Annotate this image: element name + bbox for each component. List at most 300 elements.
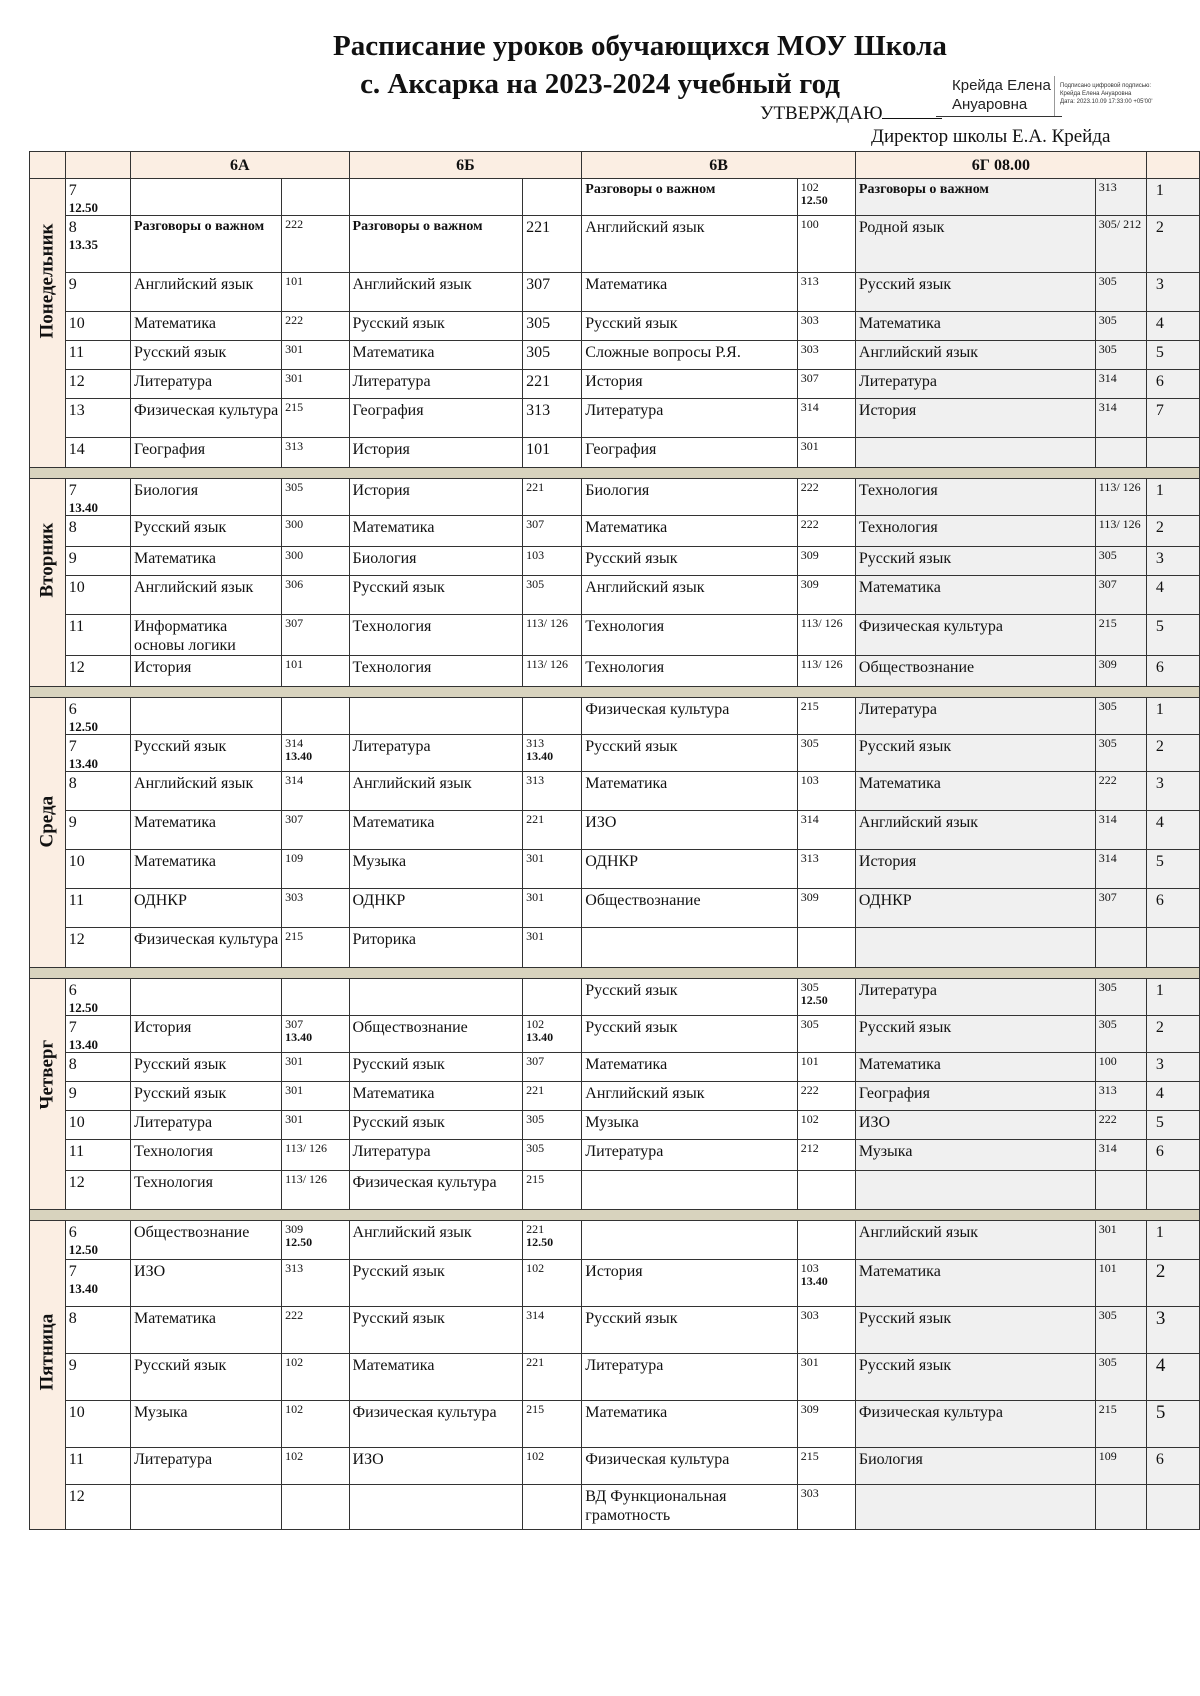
room-number: 102 xyxy=(526,1017,545,1031)
subject-name: Русский язык xyxy=(858,276,952,293)
subject-cell xyxy=(131,698,282,735)
subject-cell xyxy=(582,928,797,968)
room-cell xyxy=(1095,1307,1146,1354)
subject-cell xyxy=(131,547,282,576)
subject-cell xyxy=(855,1448,1095,1485)
subject-name: Русский язык xyxy=(352,579,445,596)
room-cell xyxy=(282,1401,349,1448)
subject-cell xyxy=(582,1354,797,1401)
lesson-number: 9 xyxy=(68,276,77,293)
room-cell xyxy=(523,1485,582,1530)
subject-cell xyxy=(349,811,523,850)
room-cell xyxy=(523,1221,582,1260)
subject-cell xyxy=(855,1307,1095,1354)
lesson-number-cell xyxy=(65,216,130,273)
approve-line xyxy=(882,102,942,119)
subject-cell xyxy=(349,1448,523,1485)
subject-name: Физическая культура xyxy=(134,402,279,419)
row-index-cell xyxy=(1146,273,1199,312)
subject-cell xyxy=(349,1221,523,1260)
subject-name: Технология xyxy=(585,659,665,676)
row-index: 1 xyxy=(1155,1224,1164,1241)
subject-name: Математика xyxy=(585,1404,668,1421)
room-cell xyxy=(523,312,582,341)
lesson-number-cell xyxy=(65,399,130,438)
schedule-row xyxy=(30,979,1200,1016)
room-cell xyxy=(797,1082,855,1111)
lesson-time: 13.40 xyxy=(68,1281,98,1296)
subject-cell xyxy=(582,216,797,273)
room-number: 309 xyxy=(285,1222,304,1236)
subject-cell xyxy=(131,273,282,312)
subject-name: Русский язык xyxy=(585,550,678,567)
lesson-number-cell xyxy=(65,615,130,656)
subject-name: Литература xyxy=(585,402,664,419)
subject-cell xyxy=(131,312,282,341)
day-cell xyxy=(30,179,66,468)
subject-cell xyxy=(582,1016,797,1053)
room-cell xyxy=(282,698,349,735)
subject-name: Музыка xyxy=(858,1143,913,1160)
room-cell xyxy=(1095,1485,1146,1530)
subject-cell xyxy=(855,811,1095,850)
subject-name: Технология xyxy=(352,618,432,635)
lesson-number-cell xyxy=(65,928,130,968)
room-number: 300 xyxy=(285,548,304,562)
subject-name: Русский язык xyxy=(134,1085,227,1102)
day-cell xyxy=(30,979,66,1210)
subject-name: Физическая культура xyxy=(858,618,1004,635)
subject-cell xyxy=(131,1171,282,1210)
subject-cell xyxy=(131,1485,282,1530)
schedule-row xyxy=(30,1082,1200,1111)
room-cell xyxy=(797,216,855,273)
room-cell xyxy=(282,1307,349,1354)
room-number: 215 xyxy=(285,929,304,943)
room-number: 307 xyxy=(285,812,304,826)
day-separator xyxy=(30,687,1200,698)
room-number: 221 xyxy=(526,219,551,236)
schedule-row xyxy=(30,547,1200,576)
subject-name: Русский язык xyxy=(858,1310,952,1327)
separator-cell xyxy=(30,968,1200,979)
lesson-number: 7 xyxy=(68,1263,77,1280)
room-number: 307 xyxy=(526,276,551,293)
row-index-cell xyxy=(1146,1485,1199,1530)
room-cell xyxy=(523,479,582,516)
room-cell xyxy=(523,735,582,772)
room-cell xyxy=(282,516,349,547)
subject-name: Английский язык xyxy=(352,775,472,792)
room-cell xyxy=(282,1171,349,1210)
room-number: 314 xyxy=(800,400,819,414)
room-number: 307 xyxy=(285,616,304,630)
lesson-number: 8 xyxy=(68,1310,77,1327)
room-number: 309 xyxy=(800,548,819,562)
room-number: 215 xyxy=(285,400,304,414)
subject-name: Сложные вопросы Р.Я. xyxy=(585,344,741,361)
schedule-row xyxy=(30,341,1200,370)
lesson-number-cell xyxy=(65,547,130,576)
schedule-row xyxy=(30,312,1200,341)
subject-cell xyxy=(349,1485,523,1530)
row-index-cell xyxy=(1146,438,1199,468)
subject-cell xyxy=(855,1171,1095,1210)
title-line-2: с. Аксарка на 2023-2024 учебный год xyxy=(360,68,840,100)
room-number: 307 xyxy=(526,517,545,531)
schedule-row xyxy=(30,850,1200,889)
room-cell xyxy=(523,698,582,735)
schedule-row xyxy=(30,273,1200,312)
room-number: 307 xyxy=(526,1054,545,1068)
subject-cell xyxy=(582,698,797,735)
room-cell xyxy=(523,516,582,547)
room-cell xyxy=(282,216,349,273)
room-cell xyxy=(282,811,349,850)
room-cell xyxy=(1095,1016,1146,1053)
subject-name: Литература xyxy=(585,1357,664,1374)
subject-cell xyxy=(349,370,523,399)
lesson-number: 11 xyxy=(68,1451,85,1468)
room-number: 303 xyxy=(800,1308,819,1322)
subject-name: Английский язык xyxy=(134,276,254,293)
subject-name: Русский язык xyxy=(585,1019,678,1036)
room-number: 305 xyxy=(800,980,819,994)
subject-name: Литература xyxy=(134,1451,213,1468)
subject-name: Биология xyxy=(134,482,199,499)
subject-cell xyxy=(131,850,282,889)
subject-cell xyxy=(855,1053,1095,1082)
subject-cell xyxy=(349,1307,523,1354)
row-index: 4 xyxy=(1155,315,1164,332)
room-cell xyxy=(523,1053,582,1082)
room-cell xyxy=(1095,438,1146,468)
subject-name: Математика xyxy=(352,344,435,361)
lesson-number: 9 xyxy=(68,550,77,567)
lesson-number: 9 xyxy=(68,814,77,831)
subject-cell xyxy=(349,735,523,772)
subject-cell xyxy=(131,341,282,370)
subject-cell xyxy=(855,516,1095,547)
subject-name: Русский язык xyxy=(134,1056,227,1073)
room-cell xyxy=(797,516,855,547)
lesson-number-cell xyxy=(65,656,130,687)
row-index-cell xyxy=(1146,341,1199,370)
room-number: 301 xyxy=(285,371,304,385)
row-index: 4 xyxy=(1155,1085,1164,1102)
room-number: 313 xyxy=(1098,1083,1117,1097)
signature-meta-line: Подписано цифровой подписью: xyxy=(1060,83,1151,89)
lesson-number-cell xyxy=(65,889,130,928)
row-index: 3 xyxy=(1155,276,1164,293)
room-cell xyxy=(1095,698,1146,735)
subject-name: Технология xyxy=(352,659,432,676)
subject-cell xyxy=(349,516,523,547)
room-number: 305 xyxy=(1098,1355,1117,1369)
room-number: 221 xyxy=(526,812,545,826)
subject-name: Обществознание xyxy=(858,659,975,676)
room-number: 113/ 126 xyxy=(1098,517,1141,531)
room-number: 221 xyxy=(526,1083,545,1097)
room-number: 222 xyxy=(285,1308,304,1322)
schedule-row xyxy=(30,1307,1200,1354)
subject-cell xyxy=(349,698,523,735)
subject-cell xyxy=(855,889,1095,928)
class-header-6v: 6В xyxy=(582,152,856,179)
lesson-number: 7 xyxy=(68,182,77,199)
row-index: 2 xyxy=(1155,219,1164,236)
room-cell xyxy=(797,547,855,576)
subject-cell xyxy=(855,576,1095,615)
room-cell xyxy=(797,1354,855,1401)
room-number: 215 xyxy=(526,1172,545,1186)
subject-cell xyxy=(131,735,282,772)
subject-name: Английский язык xyxy=(858,814,979,831)
room-number: 303 xyxy=(285,890,304,904)
room-number: 215 xyxy=(526,1402,545,1416)
subject-cell xyxy=(349,850,523,889)
lesson-number-cell xyxy=(65,1260,130,1307)
room-cell xyxy=(1095,312,1146,341)
room-time: 13.40 xyxy=(800,1274,828,1288)
room-number: 305 xyxy=(1098,313,1117,327)
lesson-time: 12.50 xyxy=(68,1242,98,1257)
row-index-cell xyxy=(1146,399,1199,438)
room-cell xyxy=(1095,735,1146,772)
subject-cell xyxy=(582,516,797,547)
room-number: 103 xyxy=(800,773,819,787)
director-line: Директор школы Е.А. Крейда xyxy=(871,126,1111,147)
room-number: 102 xyxy=(285,1355,304,1369)
signature-underline xyxy=(936,116,1062,117)
lesson-number-cell xyxy=(65,1171,130,1210)
subject-cell xyxy=(349,576,523,615)
room-cell xyxy=(282,735,349,772)
room-number: 313 xyxy=(1098,180,1117,194)
lesson-number: 10 xyxy=(68,579,85,596)
class-header-6g: 6Г 08.00 xyxy=(855,152,1146,179)
subject-name: Обществознание xyxy=(585,892,701,909)
room-number: 222 xyxy=(800,1083,819,1097)
subject-name: Разговоры о важном xyxy=(134,219,265,234)
subject-cell xyxy=(349,312,523,341)
subject-name: Английский язык xyxy=(134,775,254,792)
schedule-row xyxy=(30,772,1200,811)
subject-name: Музыка xyxy=(352,853,407,870)
room-cell xyxy=(797,1485,855,1530)
row-index-cell xyxy=(1146,735,1199,772)
subject-name: Русский язык xyxy=(585,738,678,755)
room-cell xyxy=(1095,1221,1146,1260)
room-cell xyxy=(797,889,855,928)
subject-name: География xyxy=(585,441,657,458)
lesson-header-cell xyxy=(65,152,130,179)
room-cell xyxy=(797,576,855,615)
subject-name: Математика xyxy=(858,1056,941,1073)
row-index-cell xyxy=(1146,1307,1199,1354)
subject-name: Математика xyxy=(352,519,435,536)
room-number: 305 xyxy=(1098,274,1117,288)
day-name: Среда xyxy=(36,795,58,848)
lesson-number-cell xyxy=(65,1485,130,1530)
schedule-row xyxy=(30,438,1200,468)
subject-cell xyxy=(855,772,1095,811)
subject-cell xyxy=(131,399,282,438)
subject-cell xyxy=(131,1016,282,1053)
room-cell xyxy=(1095,516,1146,547)
subject-cell xyxy=(349,656,523,687)
subject-cell xyxy=(582,850,797,889)
signature-meta xyxy=(1060,82,1152,106)
room-cell xyxy=(1095,1111,1146,1140)
subject-name: Английский язык xyxy=(858,1224,979,1241)
room-number: 307 xyxy=(800,371,819,385)
subject-name: Математика xyxy=(352,1357,435,1374)
row-index: 5 xyxy=(1155,1114,1164,1131)
room-number: 314 xyxy=(1098,812,1117,826)
subject-name: Родной язык xyxy=(858,219,945,236)
schedule-row xyxy=(30,1448,1200,1485)
room-cell xyxy=(523,615,582,656)
row-index-cell xyxy=(1146,1111,1199,1140)
room-number: 305 xyxy=(1098,1308,1117,1322)
room-number: 301 xyxy=(526,890,545,904)
subject-name: Литература xyxy=(352,373,431,390)
subject-cell xyxy=(855,979,1095,1016)
schedule-row xyxy=(30,889,1200,928)
separator-cell xyxy=(30,1210,1200,1221)
subject-cell xyxy=(349,273,523,312)
room-cell xyxy=(282,399,349,438)
room-cell xyxy=(282,576,349,615)
room-cell xyxy=(282,370,349,399)
subject-cell xyxy=(582,1448,797,1485)
subject-cell xyxy=(349,341,523,370)
room-cell xyxy=(1095,928,1146,968)
subject-cell xyxy=(131,979,282,1016)
subject-cell xyxy=(131,1354,282,1401)
subject-name: Технология xyxy=(858,482,938,499)
room-number: 313 xyxy=(800,274,819,288)
room-number: 113/ 126 xyxy=(800,657,843,671)
subject-cell xyxy=(855,656,1095,687)
schedule-body xyxy=(30,179,1200,1530)
subject-cell xyxy=(349,1260,523,1307)
lesson-number-cell xyxy=(65,772,130,811)
room-number: 309 xyxy=(800,577,819,591)
room-cell xyxy=(1095,576,1146,615)
day-name: Четверг xyxy=(36,1039,58,1109)
room-cell xyxy=(797,1221,855,1260)
row-index-cell xyxy=(1146,772,1199,811)
room-number: 100 xyxy=(1098,1054,1117,1068)
room-number: 222 xyxy=(800,480,819,494)
subject-cell xyxy=(131,1082,282,1111)
subject-cell xyxy=(582,438,797,468)
subject-name: ИЗО xyxy=(134,1263,166,1280)
lesson-number-cell xyxy=(65,370,130,399)
subject-cell xyxy=(855,438,1095,468)
room-time: 13.40 xyxy=(526,1030,554,1044)
room-number: 102 xyxy=(800,1112,819,1126)
subject-name: География xyxy=(134,441,206,458)
room-cell xyxy=(282,772,349,811)
subject-name: Физическая культура xyxy=(134,931,279,948)
room-cell xyxy=(1095,1448,1146,1485)
row-index: 5 xyxy=(1155,618,1164,635)
room-cell xyxy=(1095,1401,1146,1448)
room-number: 313 xyxy=(526,773,545,787)
room-cell xyxy=(523,889,582,928)
row-index-cell xyxy=(1146,1260,1199,1307)
lesson-number-cell xyxy=(65,850,130,889)
room-number: 301 xyxy=(526,851,545,865)
room-cell xyxy=(797,928,855,968)
lesson-number-cell xyxy=(65,811,130,850)
subject-name: Английский язык xyxy=(585,579,705,596)
lesson-number: 11 xyxy=(68,892,85,909)
subject-cell xyxy=(349,979,523,1016)
room-cell xyxy=(282,928,349,968)
row-index-cell xyxy=(1146,1082,1199,1111)
room-number: 301 xyxy=(285,1054,304,1068)
subject-name: Математика xyxy=(352,814,435,831)
room-number: 305 xyxy=(285,480,304,494)
subject-name: Русский язык xyxy=(352,1263,445,1280)
corner-cell xyxy=(30,152,66,179)
subject-cell xyxy=(349,772,523,811)
room-number: 221 xyxy=(526,1355,545,1369)
room-cell xyxy=(282,341,349,370)
day-separator xyxy=(30,468,1200,479)
row-index: 2 xyxy=(1155,519,1164,536)
subject-name: ВД Функциональная грамотность xyxy=(585,1488,727,1524)
room-cell xyxy=(1095,772,1146,811)
room-cell xyxy=(282,1448,349,1485)
separator-cell xyxy=(30,687,1200,698)
subject-cell xyxy=(855,1401,1095,1448)
room-number: 301 xyxy=(526,929,545,943)
subject-name: Русский язык xyxy=(585,1310,678,1327)
room-number: 221 xyxy=(526,480,545,494)
subject-cell xyxy=(582,341,797,370)
subject-cell xyxy=(582,370,797,399)
subject-cell xyxy=(855,850,1095,889)
room-number: 307 xyxy=(1098,890,1117,904)
subject-cell xyxy=(855,928,1095,968)
subject-cell xyxy=(349,615,523,656)
room-number: 305 xyxy=(800,1017,819,1031)
subject-name: Технология xyxy=(858,519,938,536)
room-cell xyxy=(1095,341,1146,370)
subject-name: ОДНКР xyxy=(858,892,912,909)
subject-cell xyxy=(582,1221,797,1260)
room-number: 102 xyxy=(800,180,819,194)
row-index: 6 xyxy=(1155,373,1164,390)
subject-name: Разговоры о важном xyxy=(585,182,716,197)
row-index-cell xyxy=(1146,1171,1199,1210)
subject-name: История xyxy=(352,482,410,499)
room-cell xyxy=(282,312,349,341)
subject-cell xyxy=(131,438,282,468)
room-cell xyxy=(282,479,349,516)
subject-name: История xyxy=(352,441,410,458)
lesson-time: 13.40 xyxy=(68,756,98,771)
room-time: 13.40 xyxy=(285,1030,313,1044)
lesson-number: 11 xyxy=(68,618,85,635)
room-number: 101 xyxy=(285,657,304,671)
room-cell xyxy=(523,1016,582,1053)
